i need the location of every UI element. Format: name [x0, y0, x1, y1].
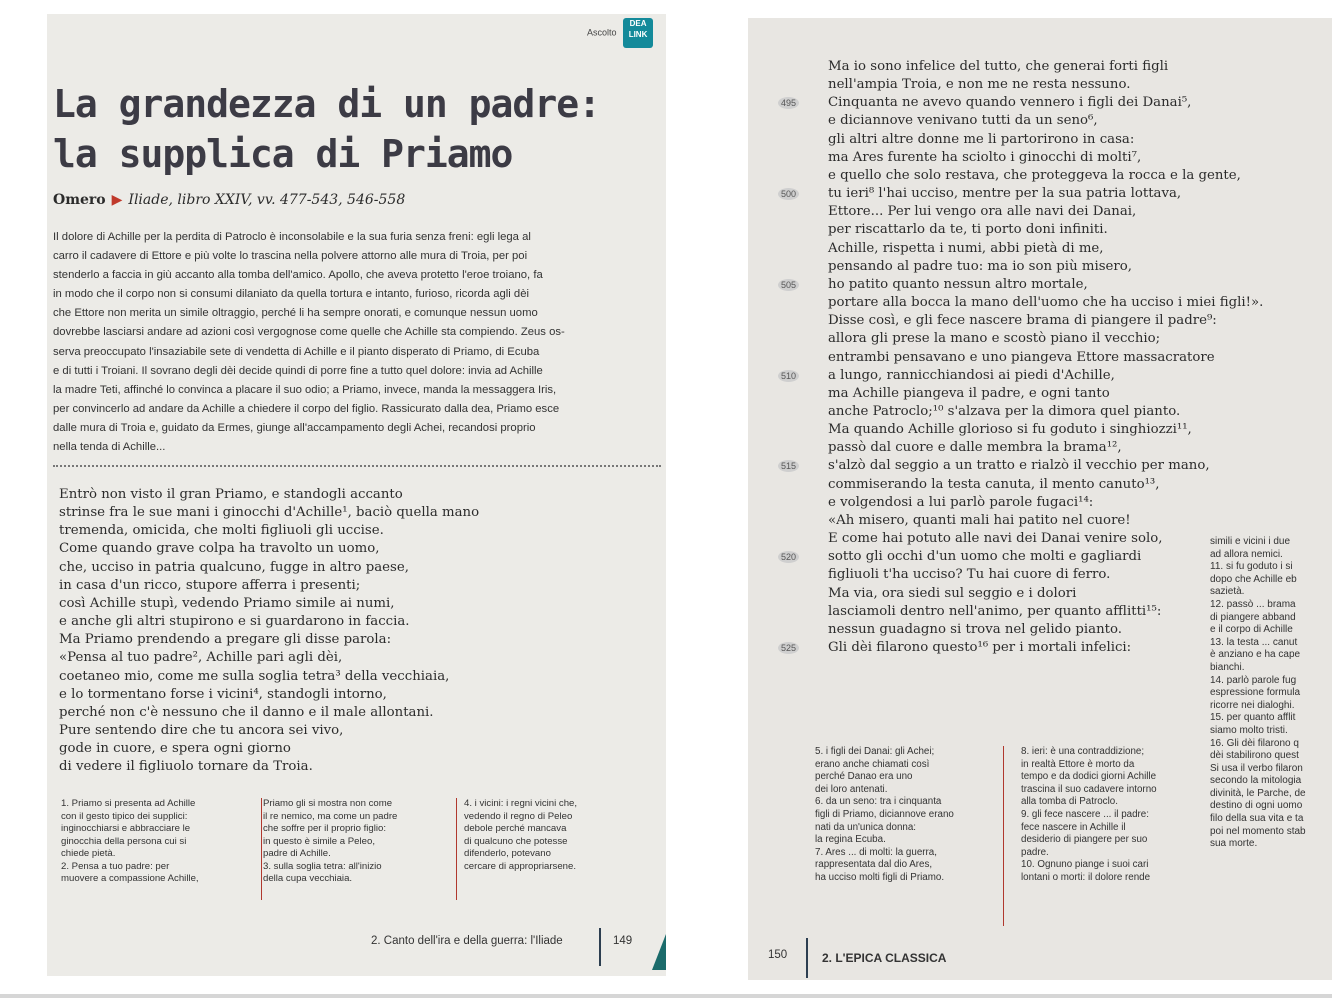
verse-line: e quello che solo restava, che proteggeva la rocca e la gente, — [828, 167, 1241, 183]
verse-line: coetaneo mio, come me sulla soglia tetra³ della vecchiaia, — [59, 668, 450, 684]
corner-decoration — [652, 934, 666, 970]
footnote-line: in questo è simile a Peleo, — [263, 835, 375, 847]
footnote-line: trascina il suo cadavere intorno — [1021, 783, 1157, 795]
author-line — [53, 192, 405, 208]
footnote-line: destino di ogni uomo — [1210, 800, 1303, 812]
footnote-line: sua morte. — [1210, 838, 1258, 850]
verse-line: gode in cuore, e spera ogni giorno — [59, 741, 291, 757]
line-number-badge: 525 — [778, 642, 799, 654]
footnote-line: alla tomba di Patroclo. — [1021, 796, 1118, 808]
verse-line: Ma Priamo prendendo a pregare gli disse parola: — [59, 632, 392, 648]
footnote-line: dèi stabilirono quest — [1210, 750, 1299, 762]
footnote-line: espressione formula — [1210, 687, 1301, 699]
footnote-column-2 — [263, 798, 453, 886]
footnote-line: 11. si fu goduto i si — [1210, 561, 1293, 573]
verse-line: a lungo, rannicchiandosi ai piedi d'Achille, — [828, 367, 1115, 383]
footnote-divider — [456, 798, 457, 900]
footnote-line: 10. Ognuno piange i suoi cari — [1021, 859, 1149, 871]
footnote-line: 3. sulla soglia tetra: all'inizio — [263, 860, 382, 872]
footnote-line: siamo molto tristi. — [1210, 724, 1288, 736]
intro-line: carro il cadavere di Ettore e più volte lo trascina nella polvere attorno alle mura di Troia, per poi — [53, 250, 528, 263]
footnote-line: il re nemico, ma come un padre — [263, 810, 398, 822]
footnote-line: dopo che Achille eb — [1210, 573, 1297, 585]
verse-line: Ma via, ora siedi sul seggio e i dolori — [828, 585, 1077, 601]
footnote-line: padre. — [1021, 846, 1049, 858]
audio-label: Ascolto — [587, 27, 617, 38]
footnote-line: Si usa il verbo filaron — [1210, 762, 1303, 774]
footnotes-right — [815, 746, 1215, 946]
footnote-line: 8. ieri: è una contraddizione; — [1021, 746, 1145, 757]
footnote-line: perché Danao era uno — [815, 771, 913, 783]
verse-line: tremenda, omicida, che molti figliuoli gli uccise. — [59, 523, 384, 539]
line-number-badge: 510 — [778, 370, 799, 382]
footnote-line: ad allora nemici. — [1210, 548, 1283, 560]
footnote-line: filo della sua vita e ta — [1210, 813, 1304, 825]
footnote-line: 1. Priamo si presenta ad Achille — [61, 798, 196, 809]
footnote-line: 6. da un seno: tra i cinquanta — [815, 796, 942, 808]
footnote-line: nati da un'unica donna: — [815, 821, 917, 833]
triangle-right-icon: ▶ — [111, 192, 123, 208]
verse-line: Ma io sono infelice del tutto, che generai forti figli — [828, 59, 1169, 74]
verse-line: Disse così, e gli fece nascere brama di piangere il padre⁹: — [828, 313, 1217, 329]
footnote-line: inginocchiarsi e abbracciare le — [61, 823, 191, 834]
verse-line: così Achille stupì, vedendo Priamo simile ai numi, — [59, 595, 395, 611]
footnote-line: che soffre per il proprio figlio: — [263, 823, 387, 834]
page-number: 150 — [768, 949, 788, 961]
verse-line: commiserando la testa canuta, il mento canuto¹³, — [828, 476, 1160, 492]
footnote-line: tempo e da dodici giorni Achille — [1021, 771, 1157, 783]
line-number-badge: 500 — [778, 188, 799, 200]
footnote-column-1 — [61, 798, 251, 886]
verse-line: «Ah misero, quanti mali hai patito nel cuore! — [828, 512, 1131, 528]
footnote-line: è anziano e ha cape — [1210, 649, 1301, 661]
verse-line: «Pensa al tuo padre², Achille pari agli dèi, — [59, 650, 343, 666]
footnote-column-2 — [1021, 746, 1221, 885]
verse-line: portare alla bocca la mano dell'uomo che ha ucciso i miei figli!». — [828, 295, 1264, 311]
footnote-line: 14. parlò parole fug — [1210, 674, 1297, 686]
footnote-line: cercare di appropriarsene. — [464, 860, 576, 872]
intro-line: dalle mura di Troia e, guidato da Ermes, giunge all'accampamento degli Achei, recandosi proprio — [53, 421, 536, 434]
verse-line: Gli dèi filarono questo¹⁶ per i mortali infelici: — [828, 640, 1132, 655]
intro-line: dovrebbe lasciarsi andare ad azioni così vergognose come quelle che Achille sta compiendo. Zeus os- — [53, 326, 565, 339]
footnote-line: 9. gli fece nascere ... il padre: — [1021, 808, 1149, 820]
verse-line: s'alzò dal seggio a un tratto e rialzò il vecchio per mano, — [828, 458, 1210, 474]
verse-line: strinse fra le sue mani i ginocchi d'Achille¹, baciò quella mano — [59, 505, 480, 521]
verse-line: che, ucciso in patria qualcuno, fugge in altro paese, — [59, 559, 409, 575]
verse-line: sotto gli occhi d'un uomo che molti e gagliardi — [828, 549, 1142, 565]
verse-line: Cinquanta ne avevo quando vennero i figli dei Danai⁵, — [828, 95, 1192, 111]
footnote-line: 13. la testa ... canut — [1210, 636, 1298, 648]
running-footer: 2. Canto dell'ira e della guerra: l'Iliade — [371, 935, 563, 947]
verse-line: passò dal cuore e dalle membra la brama¹², — [828, 440, 1122, 456]
verse-line: nessun guadagno si trova nel gelido pianto. — [828, 621, 1122, 637]
footnote-line: e il corpo di Achille — [1210, 624, 1293, 636]
footnote-line: ha ucciso molti figli di Priamo. — [815, 871, 945, 883]
verse-line: anche Patroclo;¹⁰ s'alzava per la dimora quel pianto. — [828, 403, 1181, 419]
side-footnotes — [1210, 536, 1332, 851]
intro-line: e di tutti i Troiani. Il sovrano degli dèi decide quindi di porre fine a tutto quel dolore: invia ad Achille — [53, 364, 543, 377]
footnote-line: ginocchia della persona cui si — [61, 835, 187, 847]
verse-line: per riscattarlo da te, ti porto doni infiniti. — [828, 222, 1108, 238]
footnote-line: con il gesto tipico dei supplici: — [61, 810, 188, 822]
intro-line: Il dolore di Achille per la perdita di Patroclo è inconsolabile e la sua furia senza freni: egli lega al — [53, 231, 531, 243]
footnote-line: Priamo gli si mostra non come — [263, 798, 393, 809]
verse-line: Pure sentendo dire che tu ancora sei vivo, — [59, 723, 344, 739]
footnote-divider — [1003, 746, 1004, 926]
verse-line: gli altri altre donne me li partorirono in casa: — [828, 131, 1135, 147]
bottom-strip — [0, 994, 1332, 998]
intro-line: che Ettore non merita un simile oltraggio, perché li ha sempre onorati, e comunque nessun uomo — [53, 307, 538, 320]
footnote-line: debole perché mancava — [464, 823, 567, 834]
poem-verses-left — [59, 486, 659, 777]
line-number-badge: 515 — [778, 460, 799, 472]
intro-line: in modo che il corpo non si consumi dilaniato da quella tortura e intanto, furioso, ricorda agli dèi — [53, 288, 529, 301]
verse-line: e lo tormentano forse i vicini⁴, standogli intorno, — [59, 686, 387, 702]
verse-line: e volgendosi a lui parlò parole fugaci¹⁴: — [828, 494, 1094, 510]
footnote-line: simili e vicini i due — [1210, 536, 1291, 547]
author-name: Omero — [53, 192, 106, 208]
intro-line: la madre Teti, affinché lo convinca a placare il suo odio; a Priamo, invece, manda la messaggera Iris, — [53, 383, 557, 396]
footnote-line: poi nel momento stab — [1210, 825, 1306, 837]
footnote-line: desiderio di piangere per suo — [1021, 834, 1148, 846]
intro-line: serva preoccupato l'insaziabile sete di vendetta di Achille e il pianto disperato di Priamo, di Ecuba — [53, 345, 540, 358]
verse-line: Entrò non visto il gran Priamo, e standogli accanto — [59, 487, 403, 502]
intro-line: per convincerlo ad andare da Achille a chiedere il corpo del figlio. Rassicurato dalla dea, Priamo esce — [53, 402, 560, 415]
verse-line: perché non c'è nessuno che il danno e il male allontani. — [59, 704, 434, 720]
footnote-line: 5. i figli dei Danai: gli Achei; — [815, 746, 935, 757]
footnote-line: rappresentata dal dio Ares, — [815, 859, 933, 871]
footnote-line: lontani o morti: il dolore rende — [1021, 871, 1151, 883]
dea-link-icon[interactable]: DEA LINK — [623, 18, 653, 48]
verse-line: Ma quando Achille glorioso si fu goduto i singhiozzi¹¹, — [828, 422, 1192, 438]
verse-line: Ettore... Per lui vengo ora alle navi dei Danai, — [828, 204, 1137, 220]
line-number-badge: 520 — [778, 551, 799, 563]
verse-line: pensando al padre tuo: ma io son più misero, — [828, 258, 1132, 274]
footnote-line: la regina Ecuba. — [815, 834, 886, 846]
footnote-line: 16. Gli dèi filarono q — [1210, 737, 1299, 749]
verse-line: allora gli prese la mano e scostò piano il vecchio; — [828, 331, 1161, 347]
left-page — [47, 14, 666, 976]
footnote-line: difenderlo, potevano — [464, 848, 551, 859]
footnote-line: dei loro antenati. — [815, 783, 888, 795]
verse-line: e anche gli altri stupirono e si guardarono in faccia. — [59, 614, 410, 630]
intro-paragraph — [53, 228, 661, 457]
audio-link[interactable] — [587, 18, 653, 48]
verse-line: figliuoli t'ha ucciso? Tu hai cuore di ferro. — [828, 567, 1111, 583]
title-line-1: La grandezza di un padre: — [53, 82, 600, 126]
intro-line: nella tenda di Achille... — [53, 441, 166, 454]
right-page — [748, 18, 1332, 980]
verse-line: Come quando grave colpa ha travolto un uomo, — [59, 541, 380, 557]
footnote-line: di piangere abband — [1210, 611, 1296, 623]
running-footer: 2. L'EPICA CLASSICA — [822, 951, 947, 965]
footnote-line: vedendo il regno di Peleo — [464, 810, 573, 822]
verse-line: ma Achille piangeva il padre, e ogni tanto — [828, 385, 1110, 401]
verse-line: nell'ampia Troia, e non me ne resta nessuno. — [828, 77, 1131, 93]
footnote-line: di qualcuno che potesse — [464, 835, 568, 847]
footer-divider — [599, 928, 601, 966]
footnote-line: 15. per quanto afflit — [1210, 712, 1296, 724]
footnote-divider — [261, 798, 262, 900]
footnote-line: ricorre nei dialoghi. — [1210, 699, 1295, 711]
work-reference: Iliade, libro XXIV, vv. 477-543, 546-558 — [128, 192, 406, 208]
verse-line: ho patito quanto nessun altro mortale, — [828, 276, 1088, 292]
page-number: 149 — [613, 935, 633, 947]
footnote-line: figli di Priamo, diciannove erano — [815, 808, 954, 820]
footnote-line: in realtà Ettore è morto da — [1021, 758, 1135, 770]
verse-line: Achille, rispetta i numi, abbi pietà di me, — [828, 240, 1104, 256]
footnote-line: secondo la mitologia — [1210, 775, 1302, 787]
verse-line: lasciamoli dentro nell'animo, per quanto afflitti¹⁵: — [828, 603, 1162, 619]
verse-line: ma Ares furente ha sciolto i ginocchi di molti⁷, — [828, 149, 1142, 165]
footnote-line: 12. passò ... brama — [1210, 598, 1296, 610]
intro-line: stenderlo a faccia in giù accanto alla tomba dell'amico. Apollo, che aveva protetto l'eroe troiano, fa — [53, 269, 543, 282]
footnote-line: della cupa vecchiaia. — [263, 873, 353, 884]
footnote-line: 4. i vicini: i regni vicini che, — [464, 798, 578, 809]
footnote-line: 7. Ares ... di molti: la guerra, — [815, 846, 937, 858]
footnote-line: bianchi. — [1210, 661, 1245, 673]
verse-line: entrambi pensavano e uno piangeva Ettore massacratore — [828, 349, 1215, 365]
footnote-line: 2. Pensa a tuo padre: per — [61, 860, 170, 872]
footnote-line: fece nascere in Achille il — [1021, 821, 1126, 833]
footnote-line: erano anche chiamati così — [815, 758, 930, 770]
footnote-line: divinità, le Parche, de — [1210, 787, 1306, 799]
footnote-line: padre di Achille. — [263, 848, 331, 859]
footer-divider — [806, 938, 808, 978]
dotted-divider — [53, 465, 661, 467]
footnote-column-1 — [815, 746, 1005, 885]
line-number-badge: 495 — [778, 97, 799, 109]
footnote-line: muovere a compassione Achille, — [61, 873, 199, 884]
title-line-2: la supplica di Priamo — [53, 132, 513, 176]
verse-line: e diciannove venivano tutti da un seno⁶, — [828, 113, 1098, 129]
footnotes-left — [61, 798, 661, 908]
verse-line: tu ieri⁸ l'hai ucciso, mentre per la sua patria lottava, — [828, 186, 1182, 202]
footnote-line: chiede pietà. — [61, 848, 116, 859]
verse-line: E come hai potuto alle navi dei Danai venire solo, — [828, 531, 1163, 547]
verse-line: di vedere il figliuolo tornare da Troia. — [59, 759, 313, 775]
footnote-line: sazietà. — [1210, 586, 1245, 598]
line-number-badge: 505 — [778, 279, 799, 291]
footnote-column-3 — [464, 798, 654, 873]
verse-line: in casa d'un ricco, stupore afferra i presenti; — [59, 577, 361, 593]
